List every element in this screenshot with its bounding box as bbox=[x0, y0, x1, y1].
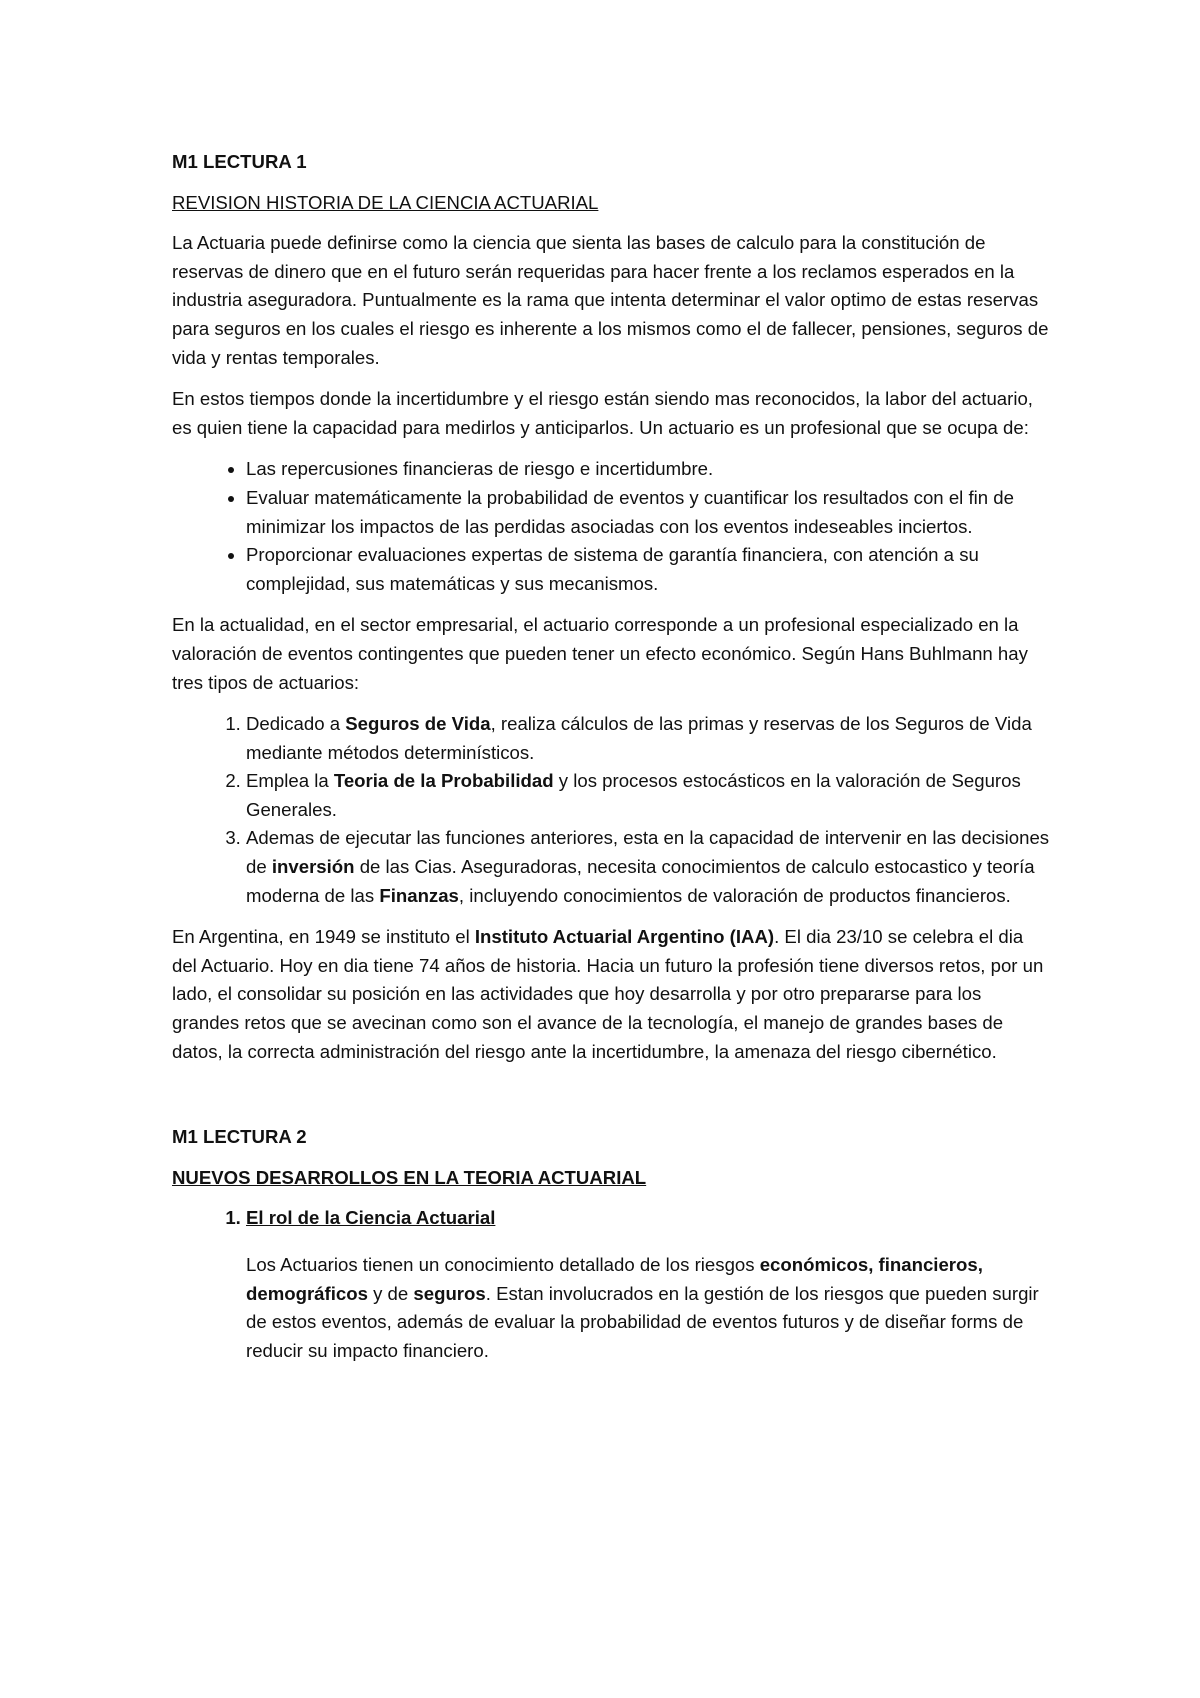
section1-heading: M1 LECTURA 1 bbox=[172, 151, 307, 172]
list-item: 2. Emplea la Teoria de la Probabilidad y los procesos estocásticos en la valoración de Seguros Generales. bbox=[246, 767, 1050, 824]
section2-heading: M1 LECTURA 2 bbox=[172, 1126, 307, 1148]
section2-subtitle: NUEVOS DESARROLLOS EN LA TEORIA ACTUARIAL bbox=[172, 1166, 647, 1188]
section2-numbered-list bbox=[172, 1204, 1050, 1365]
paragraph-actuary-role: En estos tiempos donde la incertidumbre y el riesgo están siendo mas reconocidos, la labor del actuario, es quien tiene la capacidad para medirlos y anticiparlos. Un actuario es un profesional que se ocupa de: bbox=[172, 388, 1033, 438]
actuary-tasks-list bbox=[172, 455, 1050, 598]
section1-subtitle: REVISION HISTORIA DE LA CIENCIA ACTUARIAL bbox=[172, 191, 599, 213]
section-spacer bbox=[172, 1079, 1050, 1123]
list-item: • Evaluar matemáticamente la probabilidad de eventos y cuantificar los resultados con el fin de minimizar los impactos de las perdidas asociadas con los eventos indeseables inciertos. bbox=[246, 484, 1050, 541]
item-paragraph: Los Actuarios tienen un conocimiento detallado de los riesgos económicos, financieros, demográficos y de seguros. Estan involucrados en la gestión de los riesgos que pueden surgir de estos eventos, además de evaluar la probabilidad de eventos futuros y de diseñar forms de reducir su impacto financiero. bbox=[246, 1254, 1039, 1361]
paragraph-definition: La Actuaria puede definirse como la ciencia que sienta las bases de calculo para la constitución de reservas de dinero que en el futuro serán requeridas para hacer frente a los reclamos esperados en la industria aseguradora. Puntualmente es la rama que intenta determinar el valor optimo de estas reservas para seguros en los cuales el riesgo es inherente a los mismos como el de fallecer, pensiones, seguros de vida y rentas temporales. bbox=[172, 232, 1049, 368]
list-item: • Las repercusiones financieras de riesgo e incertidumbre. bbox=[246, 455, 1050, 484]
list-item: 3. Ademas de ejecutar las funciones anteriores, esta en la capacidad de intervenir en las decisiones de inversión de las Cias. Aseguradoras, necesita conocimientos de calculo estocastico y teoría moderna de las Finanzas, incluyendo conocimientos de valoración de productos financieros. bbox=[246, 824, 1050, 910]
list-item: • Proporcionar evaluaciones expertas de sistema de garantía financiera, con atención a su complejidad, sus matemáticas y sus mecanismos. bbox=[246, 541, 1050, 598]
paragraph-argentina: En Argentina, en 1949 se instituto el Instituto Actuarial Argentino (IAA). El dia 23/10 se celebra el dia del Actuario. Hoy en dia tiene 74 años de historia. Hacia un futuro la profesión tiene diversos retos, por un lado, el consolidar su posición en las actividades que hoy desarrolla y por otro prepararse para los grandes retos que se avecinan como son el avance de la tecnología, el manejo de grandes bases de datos, la correcta administración del riesgo ante la incertidumbre, la amenaza del riesgo cibernético. bbox=[172, 926, 1044, 1062]
paragraph-business-sector: En la actualidad, en el sector empresarial, el actuario corresponde a un profesional especializado en la valoración de eventos contingentes que pueden tener un efecto económico. Según Hans Buhlmann hay tres tipos de actuarios: bbox=[172, 614, 1028, 693]
item-title: El rol de la Ciencia Actuarial bbox=[246, 1207, 496, 1229]
list-item bbox=[246, 1204, 1050, 1365]
list-item: 1. Dedicado a Seguros de Vida, realiza cálculos de las primas y reservas de los Seguros de Vida mediante métodos determinísticos. bbox=[246, 710, 1050, 767]
actuary-types-list bbox=[172, 710, 1050, 910]
